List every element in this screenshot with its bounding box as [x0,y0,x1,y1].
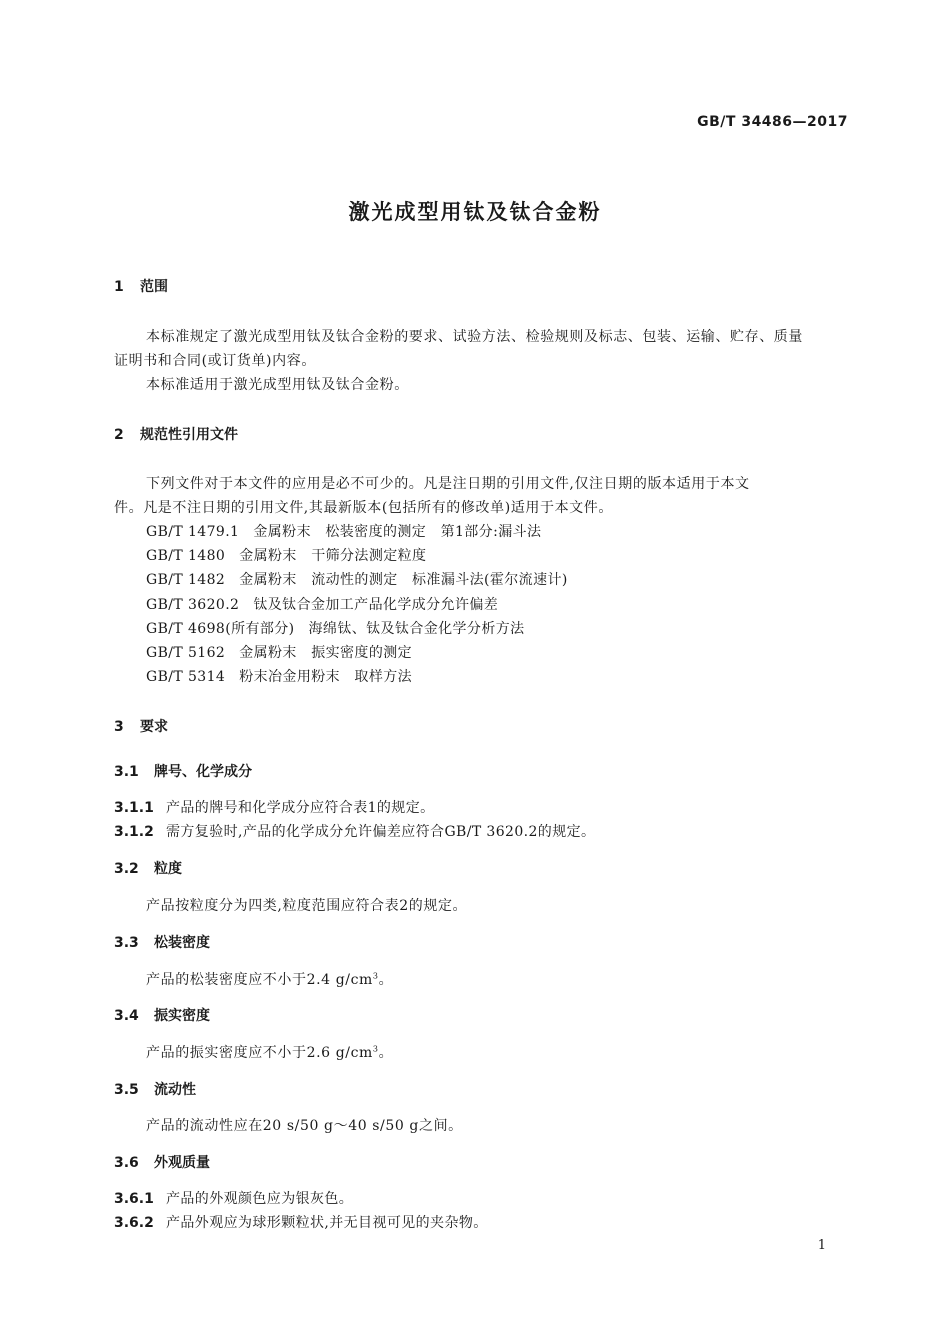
superscript: 3 [372,971,379,981]
reference-item [146,618,539,638]
section-title: 流动性 [154,1082,196,1098]
paragraph: 本标准适用于激光成型用钛及钛合金粉。 [146,377,409,393]
clause-text: 需方复验时,产品的化学成分允许偏差应符合GB/T 3620.2的规定。 [166,824,596,840]
reference-name: 金属粉末 流动性的测定 标准漏斗法(霍尔流速计) [239,572,568,588]
section-title: 范围 [140,279,168,295]
reference-code: GB/T 5162 [146,645,226,661]
clause-number: 3.1.1 [114,800,154,816]
subsection-3-3-heading [114,932,210,952]
paragraph: 本标准规定了激光成型用钛及钛合金粉的要求、试验方法、检验规则及标志、包装、运输、贮存、质量 [146,329,803,345]
section-title: 振实密度 [154,1008,210,1024]
reference-code: GB/T 4698(所有部分) [146,621,295,637]
section-number: 2 [114,427,124,443]
paragraph-end: 。 [378,1045,394,1061]
section-number: 1 [114,279,124,295]
reference-code: GB/T 1482 [146,572,226,588]
paragraph-end: 。 [378,972,394,988]
superscript: 3 [372,1044,379,1054]
clause-text: 产品的牌号和化学成分应符合表1的规定。 [166,800,435,816]
reference-code: GB/T 3620.2 [146,597,240,613]
paragraph: 证明书和合同(或订货单)内容。 [114,353,316,369]
section-number: 3.5 [114,1082,139,1098]
clause-3-6-1 [114,1188,353,1208]
subsection-3-5-heading [114,1079,196,1099]
reference-name: 钛及钛合金加工产品化学成分允许偏差 [253,597,499,613]
section-title: 规范性引用文件 [140,427,238,443]
reference-code: GB/T 1480 [146,548,226,564]
section-1-heading [114,276,168,296]
clause-3-6-2 [114,1212,488,1232]
reference-item [146,594,512,614]
reference-code: GB/T 5314 [146,669,226,685]
reference-name: 海绵钛、钛及钛合金化学分析方法 [308,621,525,637]
reference-item [146,569,582,589]
section-number: 3.1 [114,764,139,780]
subsection-3-4-heading [114,1005,210,1025]
reference-code: GB/T 1479.1 [146,524,240,540]
paragraph: 下列文件对于本文件的应用是必不可少的。凡是注日期的引用文件,仅注日期的版本适用于本文 [146,476,750,492]
clause-number: 3.6.1 [114,1191,154,1207]
page-number: 1 [817,1238,826,1253]
clause-number: 3.1.2 [114,824,154,840]
section-3-heading [114,716,168,736]
reference-item [146,666,426,686]
reference-name: 金属粉末 松装密度的测定 第1部分:漏斗法 [253,524,542,540]
paragraph: 产品的流动性应在20 s/50 g～40 s/50 g之间。 [146,1118,463,1134]
standard-number: GB/T 34486—2017 [697,114,848,130]
section-title: 粒度 [154,861,182,877]
reference-name: 金属粉末 干筛分法测定粒度 [239,548,427,564]
section-title: 要求 [140,719,168,735]
clause-3-1-2 [114,821,595,841]
paragraph: 件。凡是不注日期的引用文件,其最新版本(包括所有的修改单)适用于本文件。 [114,500,613,516]
clause-text: 产品外观应为球形颗粒状,并无目视可见的夹杂物。 [166,1215,488,1231]
clause-text: 产品的外观颜色应为银灰色。 [166,1191,354,1207]
reference-item [146,545,440,565]
section-title: 松装密度 [154,935,210,951]
subsection-3-2-heading [114,858,182,878]
paragraph [146,1042,393,1062]
reference-name: 粉末冶金用粉末 取样方法 [239,669,413,685]
paragraph [146,969,393,989]
subsection-3-1-heading [114,761,252,781]
reference-item [146,521,555,541]
document-title: 激光成型用钛及钛合金粉 [348,200,602,224]
section-number: 3.2 [114,861,139,877]
reference-item [146,642,426,662]
paragraph-text: 产品的振实密度应不小于2.6 g/cm [146,1045,373,1061]
section-number: 3.3 [114,935,139,951]
section-number: 3.4 [114,1008,139,1024]
clause-3-1-1 [114,797,435,817]
subsection-3-6-heading [114,1152,210,1172]
section-2-heading [114,424,238,444]
section-title: 外观质量 [154,1155,210,1171]
reference-name: 金属粉末 振实密度的测定 [239,645,413,661]
section-number: 3 [114,719,124,735]
section-title: 牌号、化学成分 [154,764,252,780]
section-number: 3.6 [114,1155,139,1171]
paragraph-text: 产品的松装密度应不小于2.4 g/cm [146,972,373,988]
clause-number: 3.6.2 [114,1215,154,1231]
paragraph: 产品按粒度分为四类,粒度范围应符合表2的规定。 [146,898,468,914]
